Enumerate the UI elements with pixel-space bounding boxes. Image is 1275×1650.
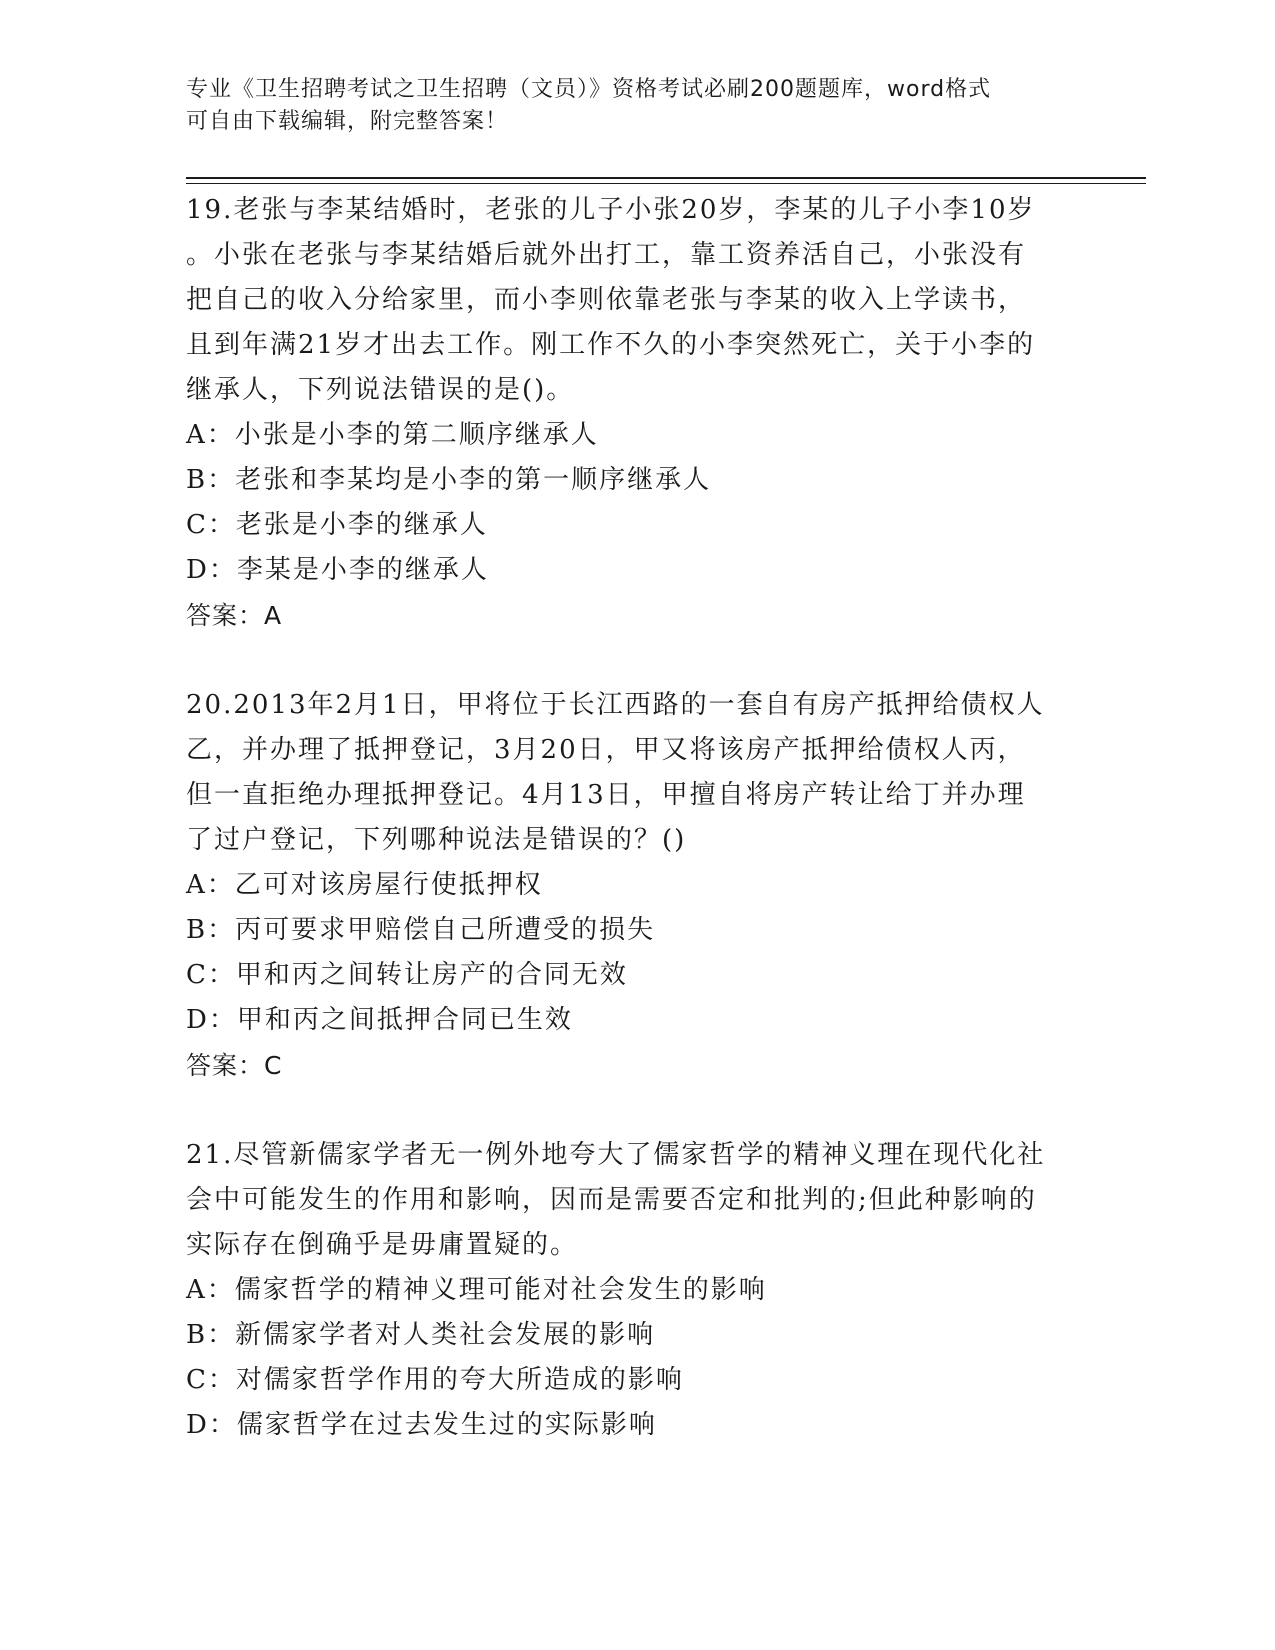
option-d: D：儒家哲学在过去发生过的实际影响 bbox=[186, 1410, 657, 1440]
option-c: C：老张是小李的继承人 bbox=[186, 510, 488, 540]
question-text-line: 但一直拒绝办理抵押登记。4月13日，甲擅自将房产转让给丁并办理 bbox=[186, 780, 1026, 810]
question-text-line: 会中可能发生的作用和影响，因而是需要否定和批判的;但此种影响的 bbox=[186, 1185, 1037, 1215]
option-c: C：甲和丙之间转让房产的合同无效 bbox=[186, 960, 628, 990]
option-d: D：甲和丙之间抵押合同已生效 bbox=[186, 1005, 573, 1035]
option-c: C：对儒家哲学作用的夸大所造成的影响 bbox=[186, 1365, 684, 1395]
header-line: 可自由下载编辑，附完整答案！ bbox=[186, 109, 509, 134]
option-b: B：老张和李某均是小李的第一顺序继承人 bbox=[186, 465, 712, 495]
option-b: B：新儒家学者对人类社会发展的影响 bbox=[186, 1320, 656, 1350]
header-line: 专业《卫生招聘考试之卫生招聘（文员）》资格考试必刷200题题库，word格式 bbox=[186, 77, 992, 102]
answer-label: 答案：A bbox=[186, 601, 283, 630]
question-text-line: 且到年满21岁才出去工作。刚工作不久的小李突然死亡，关于小李的 bbox=[186, 330, 1036, 360]
header-divider bbox=[186, 177, 1146, 179]
question-text-line: 乙，并办理了抵押登记，3月20日，甲又将该房产抵押给债权人丙， bbox=[186, 735, 1026, 765]
option-d: D：李某是小李的继承人 bbox=[186, 555, 489, 585]
question-text-line: 继承人，下列说法错误的是()。 bbox=[186, 375, 575, 405]
option-a: A：小张是小李的第二顺序继承人 bbox=[186, 420, 599, 450]
option-b: B：丙可要求甲赔偿自己所遭受的损失 bbox=[186, 915, 656, 945]
question-list bbox=[186, 188, 1086, 1492]
document-header bbox=[186, 74, 1066, 138]
question-text-line: 实际存在倒确乎是毋庸置疑的。 bbox=[186, 1230, 579, 1260]
question-19 bbox=[186, 188, 1086, 639]
question-20 bbox=[186, 683, 1086, 1089]
question-21 bbox=[186, 1133, 1086, 1448]
question-text-line: 19.老张与李某结婚时，老张的儿子小张20岁，李某的儿子小李10岁 bbox=[186, 195, 1036, 225]
question-text-line: 把自己的收入分给家里，而小李则依靠老张与李某的收入上学读书， bbox=[186, 285, 1027, 315]
question-text-line: 。小张在老张与李某结婚后就外出打工，靠工资养活自己，小张没有 bbox=[186, 240, 1027, 270]
question-text-line: 21.尽管新儒家学者无一例外地夸大了儒家哲学的精神义理在现代化社 bbox=[186, 1140, 1046, 1170]
option-a: A：乙可对该房屋行使抵押权 bbox=[186, 870, 543, 900]
question-text-line: 20.2013年2月1日，甲将位于长江西路的一套自有房产抵押给债权人 bbox=[186, 690, 1045, 720]
question-text-line: 了过户登记，下列哪种说法是错误的？() bbox=[186, 825, 687, 855]
header-divider-thin bbox=[186, 183, 1146, 184]
option-a: A：儒家哲学的精神义理可能对社会发生的影响 bbox=[186, 1275, 767, 1305]
answer-label: 答案：C bbox=[186, 1051, 283, 1080]
